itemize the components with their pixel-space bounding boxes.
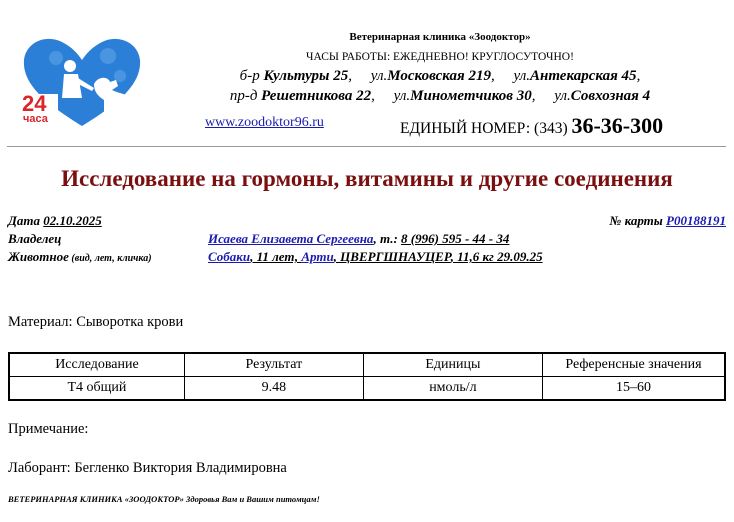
col-header-result: Результат <box>184 353 363 377</box>
phone-line <box>400 113 663 139</box>
results-table <box>8 352 726 401</box>
address-row-2: пр-д Решетникова 22, ул.Минометчиков 30, ул.Совхозная 4 <box>229 88 651 104</box>
cell-reference: 15–60 <box>542 377 725 401</box>
phone-number: 36-36-300 <box>571 113 664 138</box>
animal-species-link[interactable]: Собаки <box>208 249 251 264</box>
working-hours: ЧАСЫ РАБОТЫ: ЕЖЕДНЕВНО! КРУГЛОСУТОЧНО! <box>306 51 574 63</box>
animal-hint: (вид, лет, кличка) <box>68 253 152 264</box>
date-value: 02.10.2025 <box>43 213 102 228</box>
animal-breed: , ЦВЕРГШНАУЦЕР <box>333 249 451 264</box>
animal-weight: , 11,6 кг 29.09.25 <box>450 249 543 264</box>
owner-phone: 8 (996) 595 - 44 - 34 <box>401 231 510 246</box>
header-divider <box>7 146 726 147</box>
animal-name-link[interactable]: Арти <box>301 249 334 264</box>
card-line <box>609 213 726 229</box>
logo-badge-text: часа <box>23 113 48 125</box>
animal-value: Собаки, 11 лет, Арти, ЦВЕРГШНАУЦЕР, 11,6 кг 29.09.25 <box>208 249 543 264</box>
note-line: Примечание: <box>8 421 89 437</box>
owner-value: Исаева Елизавета Сергеевна, т.: 8 (996) 595 - 44 - 34 <box>208 231 510 246</box>
lab-tech-line: Лаборант: Бегленко Виктория Владимировна <box>8 460 287 476</box>
cell-test: Т4 общий <box>9 377 184 401</box>
address-row-1: б-р Культуры 25, ул.Московская 219, ул.Антекарская 45, <box>239 68 641 84</box>
footer-line <box>8 494 320 504</box>
phone-label: ЕДИНЫЙ НОМЕР: (343) <box>400 120 572 137</box>
clinic-logo <box>20 36 146 128</box>
cell-result: 9.48 <box>184 377 363 401</box>
website-link[interactable]: www.zoodoktor96.ru <box>205 115 324 130</box>
material-line: Материал: Сыворотка крови <box>8 314 184 330</box>
card-number-link[interactable]: P00188191 <box>666 213 726 228</box>
animal-label-line <box>8 249 152 265</box>
clinic-name: Ветеринарная клиника «Зоодоктор» <box>349 31 531 43</box>
table-header-row <box>9 353 725 377</box>
footer-clinic: ВЕТЕРИНАРНАЯ КЛИНИКА «ЗООДОКТОР» <box>8 494 184 504</box>
card-label: № карты <box>609 213 663 228</box>
footer-wish: Здоровья Вам и Вашим питомцам! <box>183 494 320 504</box>
cell-units: нмоль/л <box>363 377 542 401</box>
date-line <box>8 213 102 229</box>
col-header-units: Единицы <box>363 353 542 377</box>
logo-badge-number: 24 <box>22 91 47 116</box>
document-title: Исследование на гормоны, витамины и другие соединения <box>61 166 673 191</box>
col-header-test: Исследование <box>9 353 184 377</box>
animal-label: Животное <box>8 249 69 264</box>
owner-name-link[interactable]: Исаева Елизавета Сергеевна <box>208 231 374 246</box>
table-row <box>9 377 725 401</box>
date-label: Дата <box>8 213 40 228</box>
owner-label: Владелец <box>8 231 62 246</box>
col-header-reference: Референсные значения <box>542 353 725 377</box>
